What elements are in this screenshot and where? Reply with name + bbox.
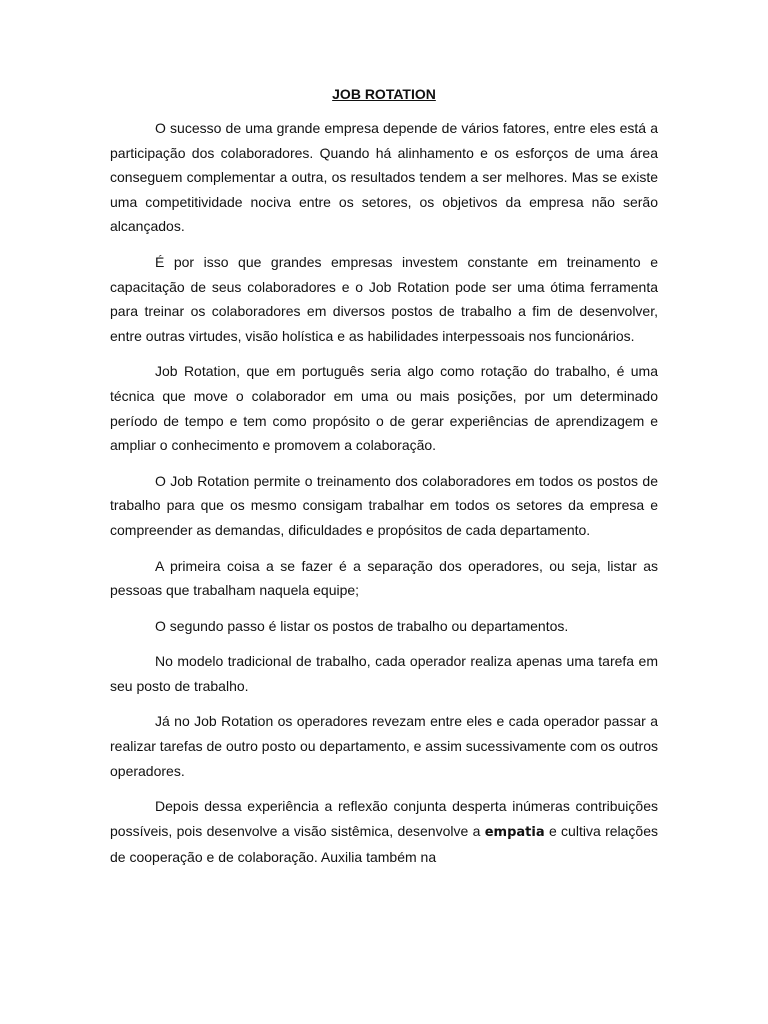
paragraph: Já no Job Rotation os operadores revezam entre eles e cada operador passar a realizar tarefas de outro posto ou departamento, e assim sucessivamente com os outros operadores. xyxy=(110,713,658,779)
paragraph: O sucesso de uma grande empresa depende de vários fatores, entre eles está a participação dos colaboradores. Quando há alinhamento e os esforços de uma área conseguem complementar a outra, os resultados tendem a ser melhores. Mas se existe uma competitividade nociva entre os setores, os objetivos da empresa não serão alcançados. xyxy=(110,120,658,235)
last-paragraph xyxy=(110,794,658,870)
paragraph: A primeira coisa a se fazer é a separação dos operadores, ou seja, listar as pessoas que trabalham naquela equipe; xyxy=(110,557,658,599)
paragraph: O segundo passo é listar os postos de trabalho ou departamentos. xyxy=(155,617,569,634)
last-paragraph-start: Depois dessa experiência a reflexão conjunta desperta inúmeras contribuições possíveis, pois desenvolve a visão sistêmica, desenvolve a xyxy=(110,798,658,839)
paragraph: Job Rotation, que em português seria algo como rotação do trabalho, é uma técnica que move o colaborador em uma ou mais posições, por um determinado período de tempo e tem como propósito o de gerar experiências de aprendizagem e ampliar o conhecimento e promovem a colaboração. xyxy=(110,363,658,454)
paragraph: No modelo tradicional de trabalho, cada operador realiza apenas uma tarefa em seu posto de trabalho. xyxy=(110,653,658,694)
document-title: JOB ROTATION xyxy=(332,86,436,102)
paragraph: O Job Rotation permite o treinamento dos colaboradores em todos os postos de trabalho para que os mesmo consigam trabalhar em todos os setores da empresa e compreender as demandas, dificuldades e propósitos de cada departamento. xyxy=(110,472,658,538)
document-body xyxy=(110,116,658,881)
paragraph: É por isso que grandes empresas investem constante em treinamento e capacitação de seus colaboradores e o Job Rotation pode ser uma ótima ferramenta para treinar os colaboradores em diversos postos de trabalho a fim de desenvolver, entre outras virtudes, visão holística e as habilidades interpessoais nos funcionários. xyxy=(110,253,658,344)
emphasized-word: empatia xyxy=(484,824,545,840)
last-paragraph-end: e cultiva relações de cooperação e de colaboração. Auxilia também na xyxy=(110,822,658,866)
